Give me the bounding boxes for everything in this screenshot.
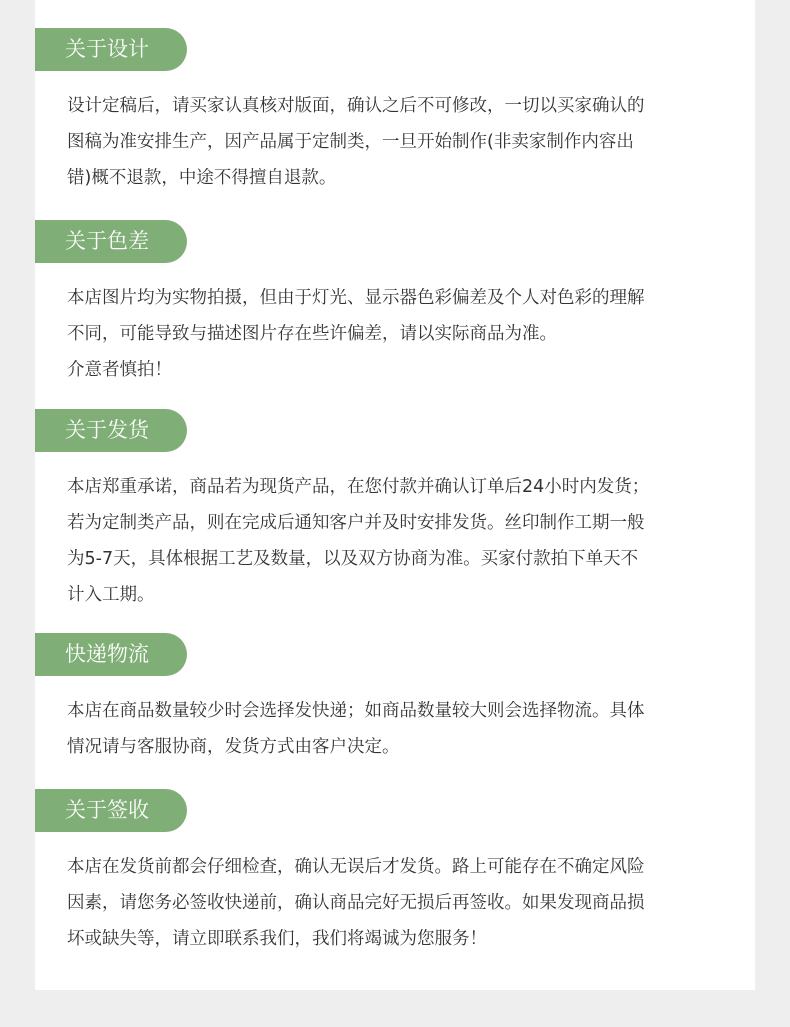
body-line: 计入工期。: [67, 585, 155, 605]
policy-card: [35, 0, 755, 990]
body-line: 本店在商品数量较少时会选择发快递；如商品数量较大则会选择物流。具体: [67, 701, 645, 721]
body-line: 本店在发货前都会仔细检查，确认无误后才发货。路上可能存在不确定风险: [67, 857, 645, 877]
section-title: 关于设计: [35, 28, 187, 71]
section-title: 关于发货: [35, 409, 187, 452]
body-line: 设计定稿后，请买家认真核对版面，确认之后不可修改，一切以买家确认的: [67, 96, 645, 116]
section-title: 快递物流: [35, 633, 187, 676]
body-line: 本店郑重承诺，商品若为现货产品，在您付款并确认订单后24小时内发货；: [67, 477, 650, 497]
section-body: [67, 849, 727, 957]
body-line: 错)概不退款，中途不得擅自退款。: [67, 168, 337, 188]
section-title: 关于色差: [35, 220, 187, 263]
body-line: 为5-7天，具体根据工艺及数量，以及双方协商为准。买家付款拍下单天不: [67, 549, 639, 569]
body-line: 因素，请您务必签收快递前，确认商品完好无损后再签收。如果发现商品损: [67, 893, 645, 913]
body-line: 若为定制类产品，则在完成后通知客户并及时安排发货。丝印制作工期一般: [67, 513, 645, 533]
section-body: [67, 280, 727, 388]
body-line: 介意者慎拍！: [67, 360, 172, 380]
section-body: [67, 88, 727, 196]
section-title: 关于签收: [35, 789, 187, 832]
section-body: [67, 469, 727, 613]
body-line: 图稿为准安排生产，因产品属于定制类，一旦开始制作(非卖家制作内容出: [67, 132, 634, 152]
body-line: 情况请与客服协商，发货方式由客户决定。: [67, 737, 400, 757]
body-line: 不同，可能导致与描述图片存在些许偏差，请以实际商品为准。: [67, 324, 557, 344]
body-line: 坏或缺失等，请立即联系我们，我们将竭诚为您服务！: [67, 929, 487, 949]
section-body: [67, 693, 727, 765]
body-line: 本店图片均为实物拍摄，但由于灯光、显示器色彩偏差及个人对色彩的理解: [67, 288, 645, 308]
